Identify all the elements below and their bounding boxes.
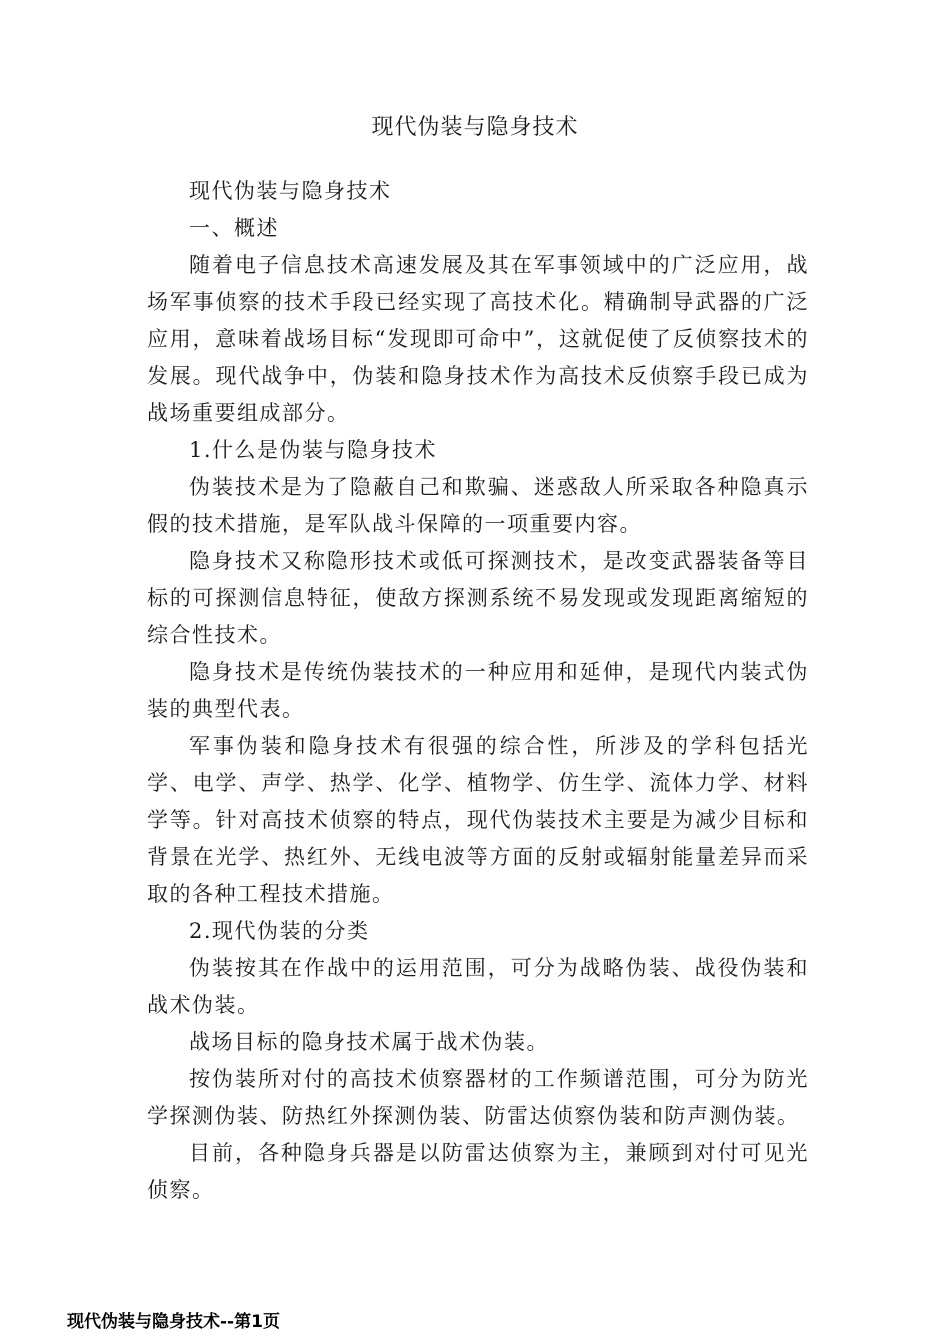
paragraph: 隐身技术又称隐形技术或低可探测技术，是改变武器装备等目标的可探测信息特征，使敌方探测系统不易发现或发现距离缩短的综合性技术。: [147, 549, 809, 647]
paragraph: 目前，各种隐身兵器是以防雷达侦察为主，兼顾到对付可见光侦察。: [147, 1141, 809, 1202]
subsection-heading: 2.现代伪装的分类: [189, 919, 370, 943]
paragraph: 伪装按其在作战中的运用范围，可分为战略伪装、战役伪装和战术伪装。: [147, 956, 809, 1017]
paragraph: 伪装技术是为了隐蔽自己和欺骗、迷惑敌人所采取各种隐真示假的技术措施，是军队战斗保障的一项重要内容。: [147, 475, 809, 536]
paragraph: 随着电子信息技术高速发展及其在军事领域中的广泛应用，战场军事侦察的技术手段已经实现了高技术化。精确制导武器的广泛应用，意味着战场目标“发现即可命中”，这就促使了反侦察技术的发展。现代战争中，伪装和隐身技术作为高技术反侦察手段已成为战场重要组成部分。: [147, 253, 809, 425]
subsection-heading: 1.什么是伪装与隐身技术: [189, 438, 438, 462]
paragraph: 隐身技术是传统伪装技术的一种应用和延伸，是现代内装式伪装的典型代表。: [147, 660, 809, 721]
paragraph: 按伪装所对付的高技术侦察器材的工作频谱范围，可分为防光学探测伪装、防热红外探测伪装、防雷达侦察伪装和防声测伪装。: [147, 1067, 809, 1128]
section-heading-overview: 一、概述: [189, 216, 279, 240]
paragraph: 军事伪装和隐身技术有很强的综合性，所涉及的学科包括光学、电学、声学、热学、化学、植物学、仿生学、流体力学、材料学等。针对高技术侦察的特点，现代伪装技术主要是为减少目标和背景在光学、热红外、无线电波等方面的反射或辐射能量差异而采取的各种工程技术措施。: [147, 734, 809, 906]
paragraph-subtitle: 现代伪装与隐身技术: [189, 179, 392, 203]
document-title: 现代伪装与隐身技术: [371, 115, 579, 140]
paragraph: 战场目标的隐身技术属于战术伪装。: [189, 1030, 549, 1054]
document-body: [147, 173, 809, 1209]
page-footer: 现代伪装与隐身技术--第1页: [67, 1312, 280, 1332]
